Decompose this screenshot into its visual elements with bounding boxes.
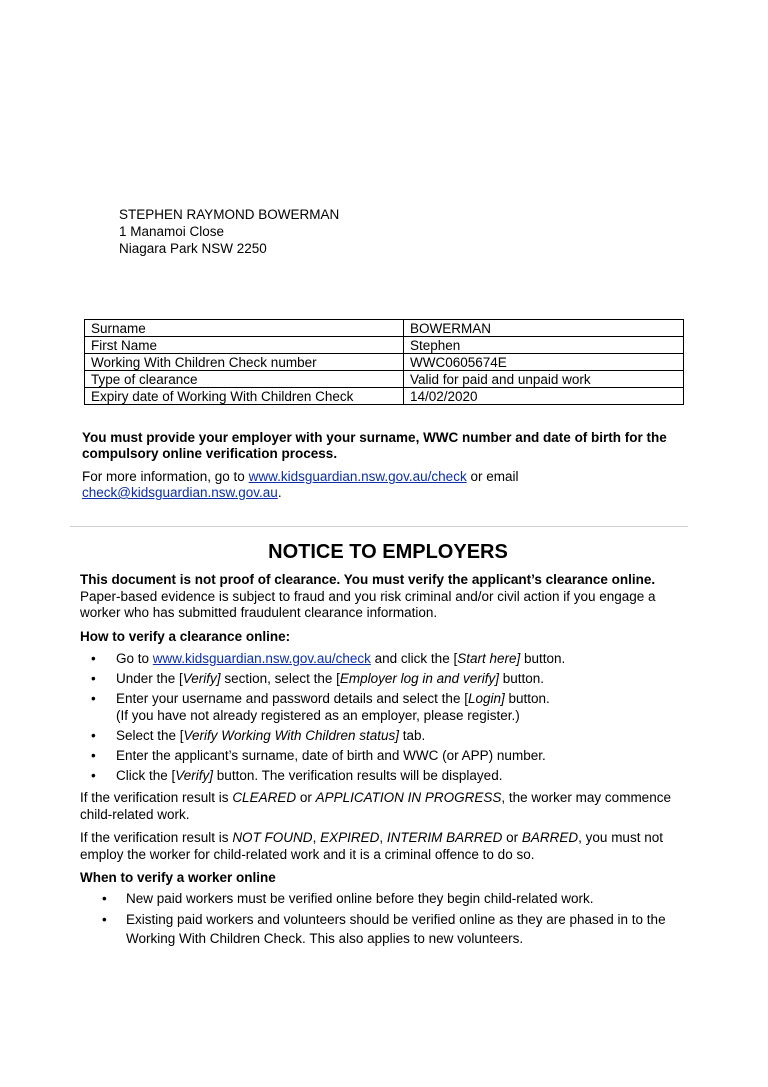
step-text: button.	[498, 671, 544, 686]
detail-label: Surname	[85, 320, 404, 337]
step-italic: Verify]	[182, 671, 221, 686]
kidsguardian-check-link[interactable]: www.kidsguardian.nsw.gov.au/check	[152, 651, 371, 666]
step-italic: Verify Working With Children status]	[183, 727, 399, 743]
table-row	[85, 354, 684, 371]
step-text: and click the [	[370, 651, 458, 666]
when-to-verify-list	[80, 889, 694, 948]
recipient-name: STEPHEN RAYMOND BOWERMAN	[119, 207, 340, 222]
check-email-link[interactable]: check@kidsguardian.nsw.gov.au	[82, 485, 278, 500]
when-to-verify-heading: When to verify a worker online	[80, 870, 276, 885]
more-info-mid: or email	[466, 469, 519, 484]
para-text: If the verification result is	[80, 790, 233, 805]
status-term: CLEARED	[232, 790, 297, 805]
step-italic: Start here]	[457, 651, 521, 666]
step-text: Go to	[116, 651, 153, 666]
bullet: •	[91, 691, 96, 706]
list-item	[80, 728, 694, 745]
how-to-verify-heading: How to verify a clearance online:	[80, 628, 291, 644]
recipient-street: 1 Manamoi Close	[119, 224, 225, 239]
step-text: tab.	[399, 727, 426, 743]
status-term: INTERIM BARRED	[386, 830, 503, 845]
para-text: or	[296, 790, 316, 805]
bullet: •	[91, 767, 96, 783]
step-text: Enter the applicant’s surname, date of birth and WWC (or APP) number.	[116, 747, 546, 763]
status-term: APPLICATION IN PROGRESS	[315, 790, 502, 805]
detail-value: BOWERMAN	[404, 320, 684, 337]
para-text: , you must not employ the worker for child-related work and it is a criminal offence to do so.	[80, 830, 663, 862]
employer-notice-text: You must provide your employer with your surname, WWC number and date of birth for the compulsory online verification process.	[82, 430, 667, 461]
more-info-paragraph	[82, 469, 692, 501]
section-divider	[70, 526, 688, 527]
detail-label: Expiry date of Working With Children Check	[85, 388, 404, 405]
step-italic: Employer log in and verify]	[339, 671, 499, 686]
bullet: •	[91, 727, 96, 743]
step-italic: Login]	[467, 691, 505, 706]
table-row	[85, 388, 684, 405]
notice-title: NOTICE TO EMPLOYERS	[268, 541, 508, 563]
detail-label: Type of clearance	[85, 371, 404, 388]
table-row	[85, 371, 684, 388]
para-text: ,	[312, 830, 321, 845]
when-text: Existing paid workers and volunteers should be verified online as they are phased in to the Working With Children Check. This also applies to new volunteers.	[126, 911, 666, 946]
para-text: or	[502, 830, 522, 845]
step-text: button.	[504, 691, 550, 706]
bullet: •	[102, 911, 107, 927]
detail-value: Stephen	[404, 337, 684, 354]
detail-value: 14/02/2020	[404, 388, 684, 405]
list-item	[80, 691, 694, 724]
intro-section	[82, 430, 692, 501]
when-text: New paid workers must be verified online before they begin child-related work.	[126, 890, 594, 906]
bullet: •	[102, 890, 107, 906]
step-text: Click the [	[116, 767, 176, 783]
step-text: Select the [	[116, 727, 184, 743]
recipient-suburb: Niagara Park NSW 2250	[119, 241, 267, 256]
cleared-result-paragraph	[80, 790, 694, 823]
verify-steps-list	[80, 651, 694, 784]
status-term: BARRED	[521, 830, 579, 845]
step-text: button.	[520, 651, 566, 666]
bullet: •	[91, 671, 96, 686]
status-term: NOT FOUND	[232, 830, 313, 845]
detail-value: WWC0605674E	[404, 354, 684, 371]
notice-lead-bold: This document is not proof of clearance. You must verify the applicant’s clearance online.	[80, 572, 656, 587]
notice-lead-text: Paper-based evidence is subject to fraud and you risk criminal and/or civil action if you engage a worker who has submitted fraudulent clearance information.	[80, 588, 656, 620]
detail-label: Working With Children Check number	[85, 354, 404, 371]
bullet: •	[91, 651, 96, 666]
step-text: Enter your username and password details and select the [	[116, 691, 468, 706]
recipient-address	[119, 206, 339, 257]
detail-value: Valid for paid and unpaid work	[404, 371, 684, 388]
barred-result-paragraph	[80, 830, 694, 863]
kidsguardian-check-link[interactable]: www.kidsguardian.nsw.gov.au/check	[248, 469, 467, 484]
step-italic: Verify]	[175, 767, 214, 783]
para-text: ,	[379, 830, 387, 845]
list-item	[80, 671, 694, 688]
more-info-prefix: For more information, go to	[82, 469, 249, 484]
detail-label: First Name	[85, 337, 404, 354]
para-text: , the worker may commence child-related work.	[80, 790, 671, 822]
list-item	[80, 651, 694, 668]
status-term: EXPIRED	[320, 830, 380, 845]
list-item	[80, 768, 694, 785]
more-info-suffix: .	[277, 485, 282, 500]
notice-section	[80, 572, 694, 948]
list-item	[80, 910, 694, 948]
step-text: (If you have not already registered as an employer, please register.)	[116, 707, 520, 723]
para-text: If the verification result is	[80, 830, 233, 845]
step-text: button. The verification results will be displayed.	[213, 767, 503, 783]
bullet: •	[91, 747, 96, 763]
table-row	[85, 337, 684, 354]
step-text: section, select the [	[220, 671, 340, 686]
step-text: Under the [	[116, 671, 183, 686]
list-item	[80, 748, 694, 765]
table-row	[85, 320, 684, 337]
list-item	[80, 889, 694, 908]
clearance-details-table	[84, 319, 684, 405]
